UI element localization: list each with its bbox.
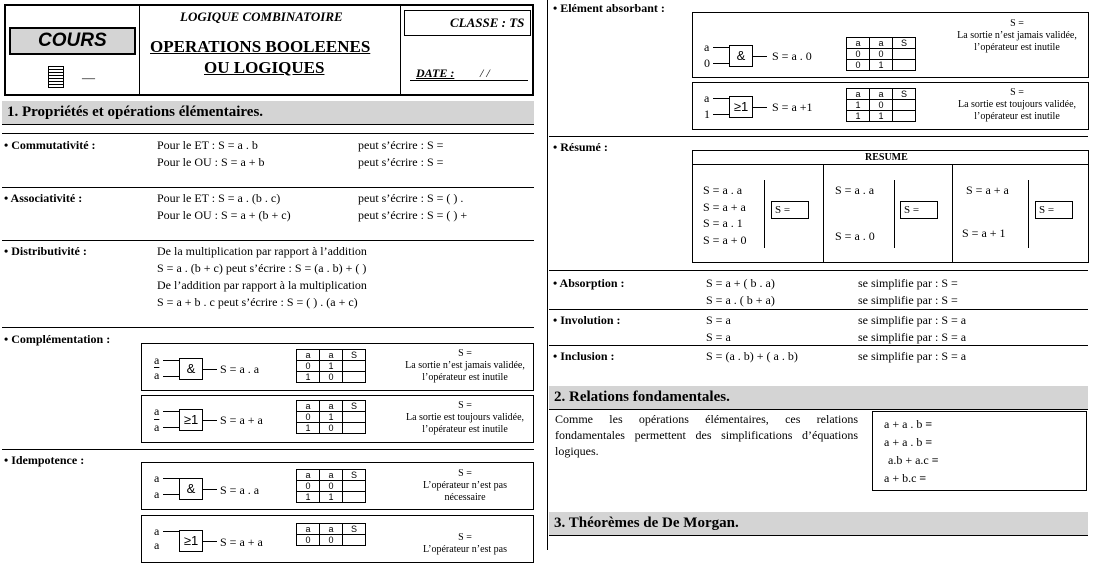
distributivite-label: • Distributivité : (4, 244, 87, 258)
resume-label: • Résumé : (553, 140, 608, 154)
truth-table: a a S 1 0 1 1 (846, 88, 916, 122)
page-subtitle: OU LOGIQUES (204, 58, 325, 77)
complementation-ou-note: S = La sortie est toujours validée, l’opérateur est inutile (405, 400, 525, 435)
section-2-heading: 2. Relations fondamentales. (549, 386, 1088, 410)
resume-answer-2[interactable]: S = (900, 201, 938, 219)
page-title: OPERATIONS BOOLEENES (150, 37, 371, 56)
associativite-label: • Associativité : (4, 191, 83, 205)
truth-table: a a S 0 0 1 1 (296, 469, 366, 503)
truth-table: a a S 0 0 0 1 (846, 37, 916, 71)
idempotence-note: S = L’opérateur n’est pas nécessaire (422, 468, 508, 503)
absorbant-label: • Elément absorbant : (553, 1, 665, 15)
absorption-label: • Absorption : (553, 276, 625, 290)
et-gate-icon: & (179, 358, 203, 380)
et-gate-icon: & (179, 478, 203, 500)
date-field: DATE : (416, 66, 455, 80)
resume-answer-3[interactable]: S = (1035, 201, 1073, 219)
ou-gate-icon: ≥1 (729, 96, 753, 118)
idempotence-label: • Idempotence : (4, 453, 85, 467)
document-icon (48, 66, 64, 88)
resume-box (692, 150, 1089, 263)
resume-answer-1[interactable]: S = (771, 201, 809, 219)
resume-title: RESUME (865, 152, 908, 163)
classe-field: CLASSE : TS (450, 15, 525, 30)
truth-table: a a S 0 0 (296, 523, 366, 546)
complementation-label: • Complémentation : (4, 332, 111, 346)
ou-gate-icon: ≥1 (179, 530, 203, 552)
et-gate-icon: & (729, 45, 753, 67)
involution-label: • Involution : (553, 313, 621, 327)
truth-table: a $\overline{a}$ S 0 1 1 0 (296, 400, 366, 434)
inclusion-label: • Inclusion : (553, 349, 615, 363)
ou-gate-icon: ≥1 (179, 409, 203, 431)
section-3-heading: 3. Théorèmes de De Morgan. (549, 512, 1088, 536)
complementation-et-note: S = La sortie n’est jamais validée, l’opérateur est inutile (405, 348, 525, 383)
section-1-heading: 1. Propriétés et opérations élémentaires. (2, 101, 534, 125)
truth-table: a $\overline{a}$ S 0 1 1 0 (296, 349, 366, 383)
relations-text: Comme les opérations élémentaires, ces relations fondamentales permettent des simplifications d’équations logiques. (555, 412, 858, 458)
commutativite-label: • Commutativité : (4, 138, 96, 152)
cours-label: COURS (38, 30, 107, 51)
subject-label: LOGIQUE COMBINATOIRE (180, 9, 343, 24)
